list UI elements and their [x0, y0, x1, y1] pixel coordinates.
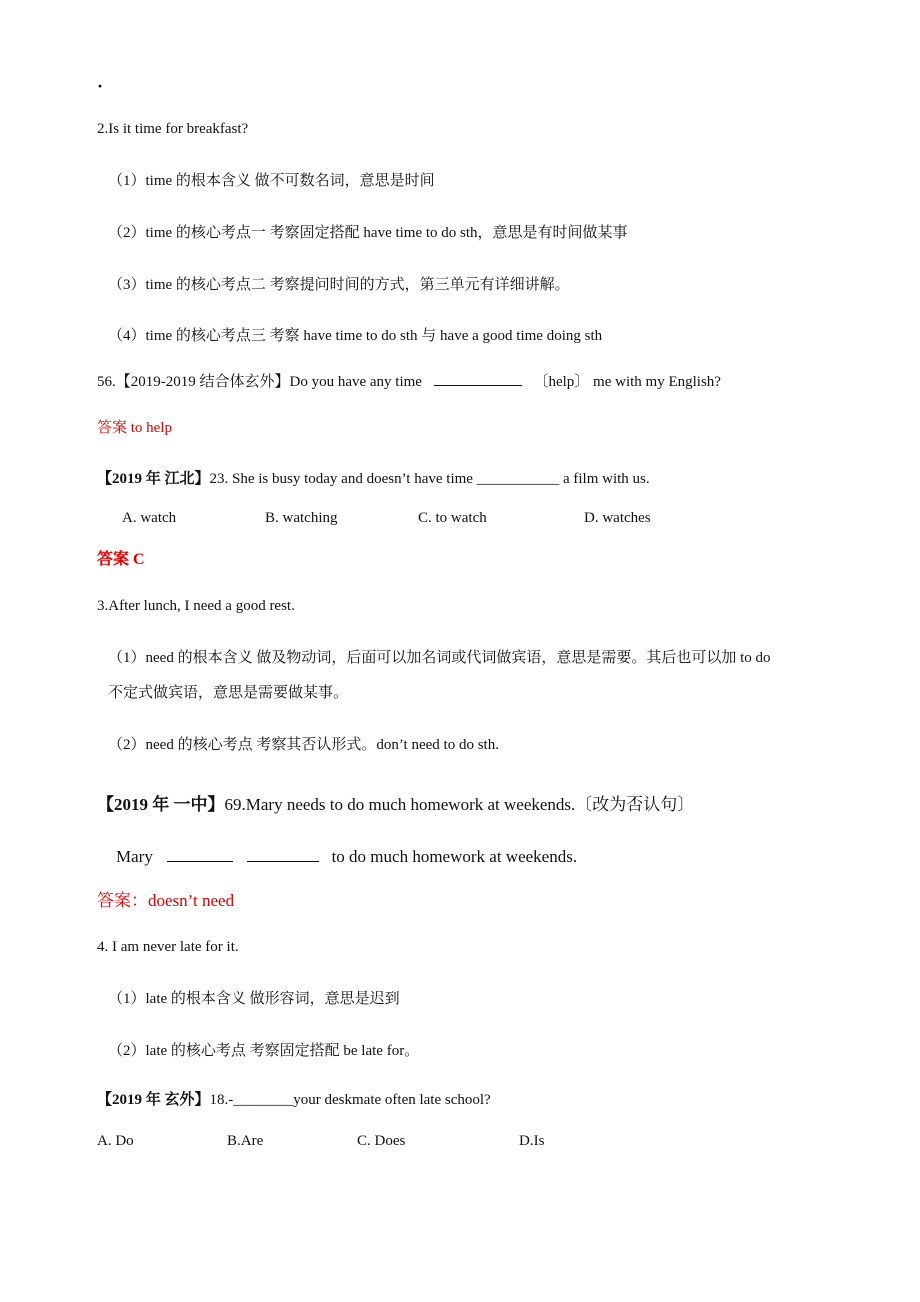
answer-23: 答案 C [97, 551, 145, 568]
question-18 [97, 1091, 491, 1109]
section-3-point-1-cont: 不定式做宾语，意思是需要做某事。 [108, 685, 349, 701]
option-b: B.Are [227, 1133, 264, 1149]
option-a: A. Do [97, 1133, 134, 1149]
option-b: B. watching [265, 510, 338, 526]
section-4-title: 4. I am never late for it. [97, 939, 239, 955]
option-c: C. Does [357, 1133, 406, 1149]
question-56-hint: 〔help〕 me with my English? [533, 374, 721, 390]
answer-blank [167, 860, 233, 862]
answer-56: 答案 to help [97, 420, 172, 436]
question-23-tag: 【2019 年 江北】 [97, 471, 210, 487]
section-3-point-2: （2）need 的核心考点 考察其否认形式。don’t need to do sth. [108, 737, 499, 753]
question-69-text: 69.Mary needs to do much homework at weekends.〔改为否认句〕 [224, 795, 695, 814]
section-3-point-1: （1）need 的根本含义 做及物动词，后面可以加名词或代词做宾语，意思是需要。其后也可以加 to do [108, 650, 771, 666]
question-69 [97, 795, 694, 815]
question-69-subject: Mary [116, 847, 153, 866]
section-2-point-4: （4）time 的核心考点三 考察 have time to do sth 与 have a good time doing sth [108, 328, 603, 344]
section-2-title: 2.Is it time for breakfast? [97, 121, 249, 137]
section-4-point-1: （1）late 的根本含义 做形容词，意思是迟到 [108, 991, 400, 1007]
question-69-fill [116, 847, 577, 867]
option-c: C. to watch [418, 510, 487, 526]
option-a: A. watch [122, 510, 177, 526]
answer-blank [247, 860, 319, 862]
section-2-point-1: （1）time 的根本含义 做不可数名词，意思是时间 [108, 173, 435, 189]
question-56 [97, 373, 721, 391]
question-18-tag: 【2019 年 玄外】 [97, 1092, 210, 1108]
question-69-tag: 【2019 年 一中】 [97, 795, 225, 814]
option-d: D. watches [584, 510, 651, 526]
section-2-point-3: （3）time 的核心考点二 考察提问时间的方式，第三单元有详细讲解。 [108, 277, 570, 293]
option-d: D.Is [519, 1133, 545, 1149]
answer-69: 答案：doesn’t need [97, 891, 235, 910]
section-2-point-2: （2）time 的核心考点一 考察固定搭配 have time to do sth，意思是有时间做某事 [108, 225, 628, 241]
answer-blank [434, 384, 522, 386]
section-4-point-2: （2）late 的核心考点 考察固定搭配 be late for。 [108, 1043, 420, 1059]
question-18-text: 18.-________your deskmate often late school? [209, 1092, 491, 1108]
question-69-rest: to do much homework at weekends. [331, 847, 578, 866]
question-56-stem: 56.【2019-2019 结合体玄外】Do you have any time [97, 374, 422, 390]
question-23-text: 23. She is busy today and doesn’t have time ___________ a film with us. [209, 471, 650, 487]
page-dot: · [97, 76, 104, 96]
section-3-title: 3.After lunch, I need a good rest. [97, 598, 295, 614]
question-23 [97, 470, 650, 488]
